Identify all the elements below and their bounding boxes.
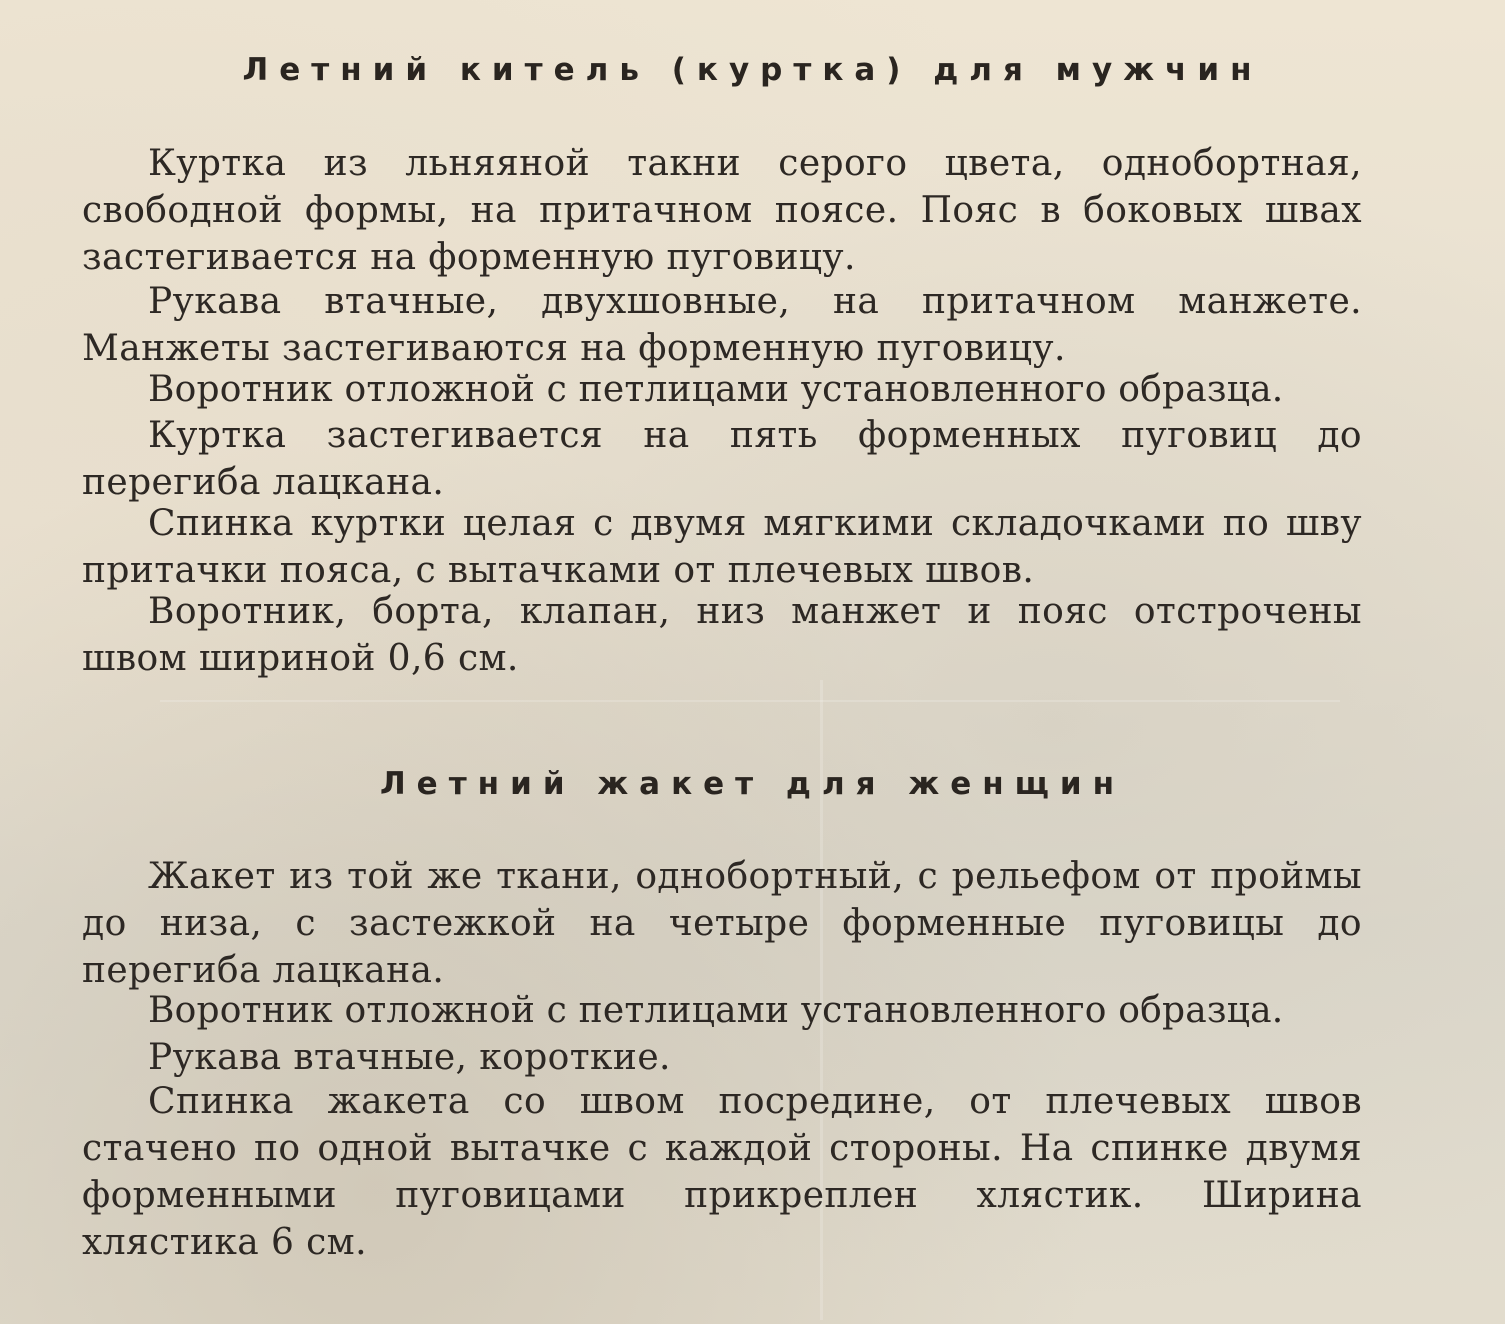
paragraph-women-collar: Воротник отложной с петлицами установленного образца. <box>148 990 1284 1031</box>
paragraph-men-stitching: Воротник, борта, клапан, низ манжет и пояс отстрочены швом шириной 0,6 см. <box>82 591 1362 679</box>
section-title-men: Летний китель (куртка) для мужчин <box>242 52 1263 88</box>
section-title-women: Летний жакет для женщин <box>379 766 1126 802</box>
paragraph-women-sleeves: Рукава втачные, короткие. <box>148 1037 671 1078</box>
paragraph-men-fastening: Куртка застегивается на пять форменных пуговиц до перегиба лацкана. <box>82 415 1362 503</box>
paper-fold-horizontal <box>160 700 1340 702</box>
paragraph-women-back: Спинка жакета со швом посредине, от плечевых швов стачено по одной вытачке с каждой стороны. На спинке двумя форменными пуговицами прикреплен хлястик. Ширина хлястика 6 см. <box>82 1081 1362 1263</box>
paragraph-men-fabric: Куртка из льняяной такни серого цвета, однобортная, свободной формы, на притачном поясе. Пояс в боковых швах застегивается на форменную пуговицу. <box>82 143 1362 278</box>
paragraph-women-fabric: Жакет из той же ткани, однобортный, с рельефом от проймы до низа, с застежкой на четыре форменные пуговицы до перегиба лацкана. <box>82 856 1362 991</box>
paragraph-men-collar: Воротник отложной с петлицами установленного образца. <box>148 369 1284 410</box>
paragraph-men-sleeves: Рукава втачные, двухшовные, на притачном манжете. Манжеты застегиваются на форменную пуговицу. <box>82 281 1362 369</box>
paragraph-men-back: Спинка куртки целая с двумя мягкими складочками по шву притачки пояса, с вытачками от плечевых швов. <box>82 503 1362 591</box>
